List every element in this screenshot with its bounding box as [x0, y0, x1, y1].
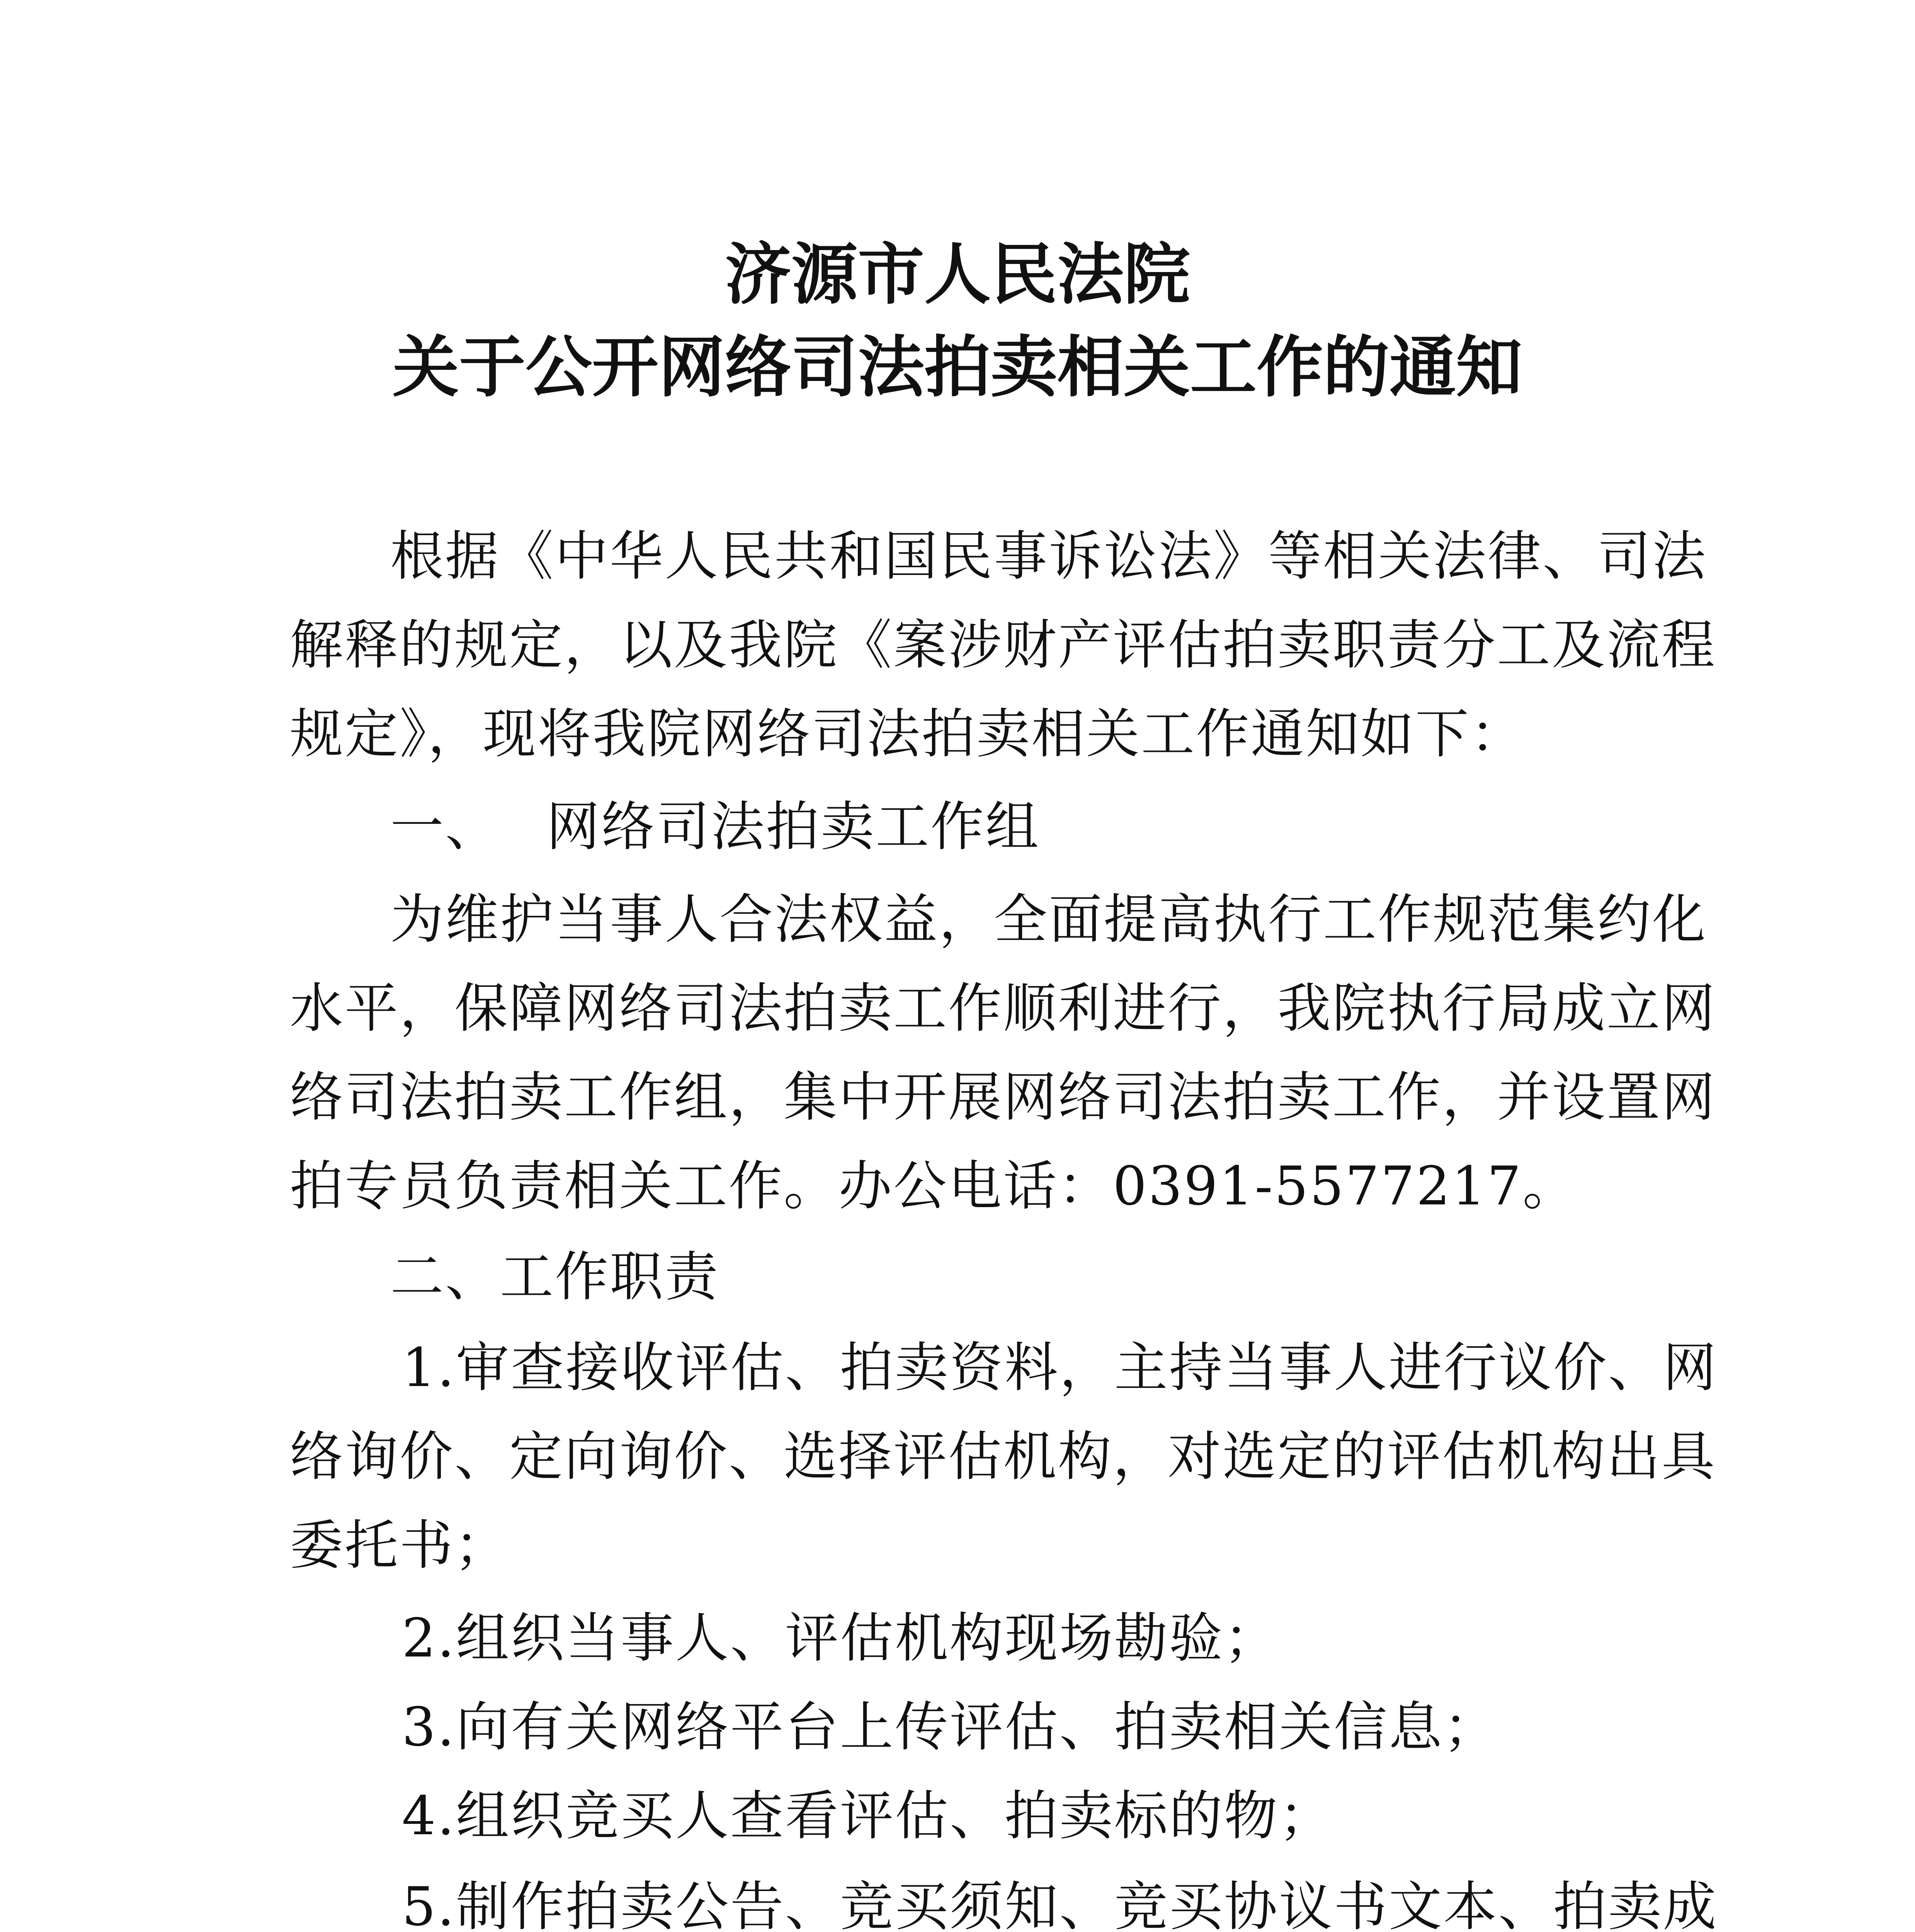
intro-line-1: 根据《中华人民共和国民事诉讼法》等相关法律、司法 — [390, 525, 1708, 587]
section-1-line-1: 为维护当事人合法权益，全面提高执行工作规范集约化 — [390, 888, 1708, 951]
duty-item-1-line-3: 委托书； — [290, 1514, 510, 1577]
section-1-title: 网络司法拍卖工作组 — [546, 796, 1041, 858]
duty-item-1-line-2: 络询价、定向询价、选择评估机构，对选定的评估机构出具 — [290, 1425, 1717, 1488]
duty-item-5-line-1: 5.制作拍卖公告、竞买须知、竞买协议书文本、拍卖成 — [402, 1876, 1718, 1932]
section-1-heading — [390, 792, 1631, 862]
document-title-line-1: 济源市人民法院 — [725, 235, 1190, 313]
section-1-line-4: 拍专员负责相关工作。办公电话：0391-5577217。 — [290, 1155, 1578, 1217]
section-1-line-2: 水平，保障网络司法拍卖工作顺利进行，我院执行局成立网 — [290, 977, 1717, 1039]
intro-line-2: 解释的规定，以及我院《案涉财产评估拍卖职责分工及流程 — [290, 614, 1717, 676]
document-title-line-2: 关于公开网络司法拍卖相关工作的通知 — [393, 328, 1522, 406]
duty-item-1-line-1: 1.审查接收评估、拍卖资料，主持当事人进行议价、网 — [402, 1337, 1718, 1399]
section-1-number: 一、 — [390, 796, 500, 858]
duty-item-3: 3.向有关网络平台上传评估、拍卖相关信息； — [402, 1696, 1498, 1758]
section-1-line-3: 络司法拍卖工作组，集中开展网络司法拍卖工作，并设置网 — [290, 1066, 1717, 1128]
intro-line-3: 规定》，现将我院网络司法拍卖相关工作通知如下： — [290, 703, 1526, 765]
duty-item-2: 2.组织当事人、评估机构现场勘验； — [402, 1607, 1279, 1669]
section-2-heading: 二、工作职责 — [390, 1246, 720, 1308]
duty-item-4: 4.组织竞买人查看评估、拍卖标的物； — [402, 1785, 1334, 1847]
